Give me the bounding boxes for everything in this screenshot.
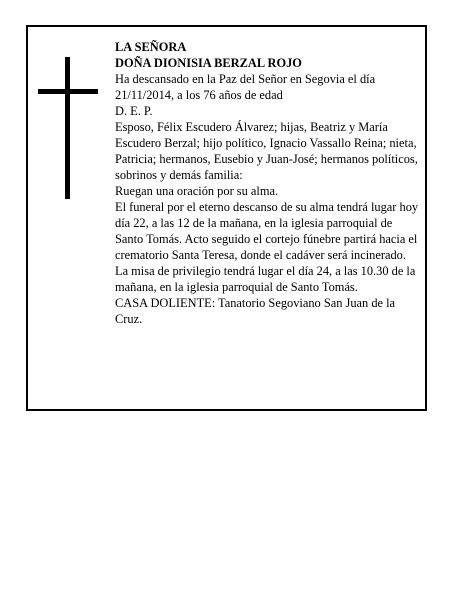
dep-abbreviation: D. E. P. [115,104,153,118]
notice-body [115,39,420,327]
cross-horizontal-bar [38,89,98,94]
casa-doliente: CASA DOLIENTE: Tanatorio Segoviano San Juan de la Cruz. [115,296,396,326]
death-statement: Ha descansado en la Paz del Señor en Segovia el día 21/11/2014, a los 76 años de edad [115,72,376,102]
cross-icon [38,57,98,199]
family-list: Esposo, Félix Escudero Álvarez; hijas, Beatriz y María Escudero Berzal; hijo político, Ignacio Vassallo Reina; nieta, Patricia; hermanos, Eusebio y Juan-José; hermanos políticos, sobrinos y demás familia: [115,120,418,182]
funeral-details: El funeral por el eterno descanso de su alma tendrá lugar hoy día 22, a las 12 de la mañana, en la iglesia parroquial de Santo Tomás. Acto seguido el cortejo fúnebre partirá hacia el crematorio Santa Teresa, donde el cadáver será incinerado. La misa de privilegio tendrá lugar el día 24, a las 10.30 de la mañana, en la iglesia parroquial de Santo Tomás. [115,200,419,294]
cross-vertical-bar [65,57,70,199]
notice-title: LA SEÑORA [115,40,187,54]
prayer-request: Ruegan una oración por su alma. [115,184,279,198]
deceased-name: DOÑA DIONISIA BERZAL ROJO [115,56,302,70]
obituary-notice [26,25,427,411]
